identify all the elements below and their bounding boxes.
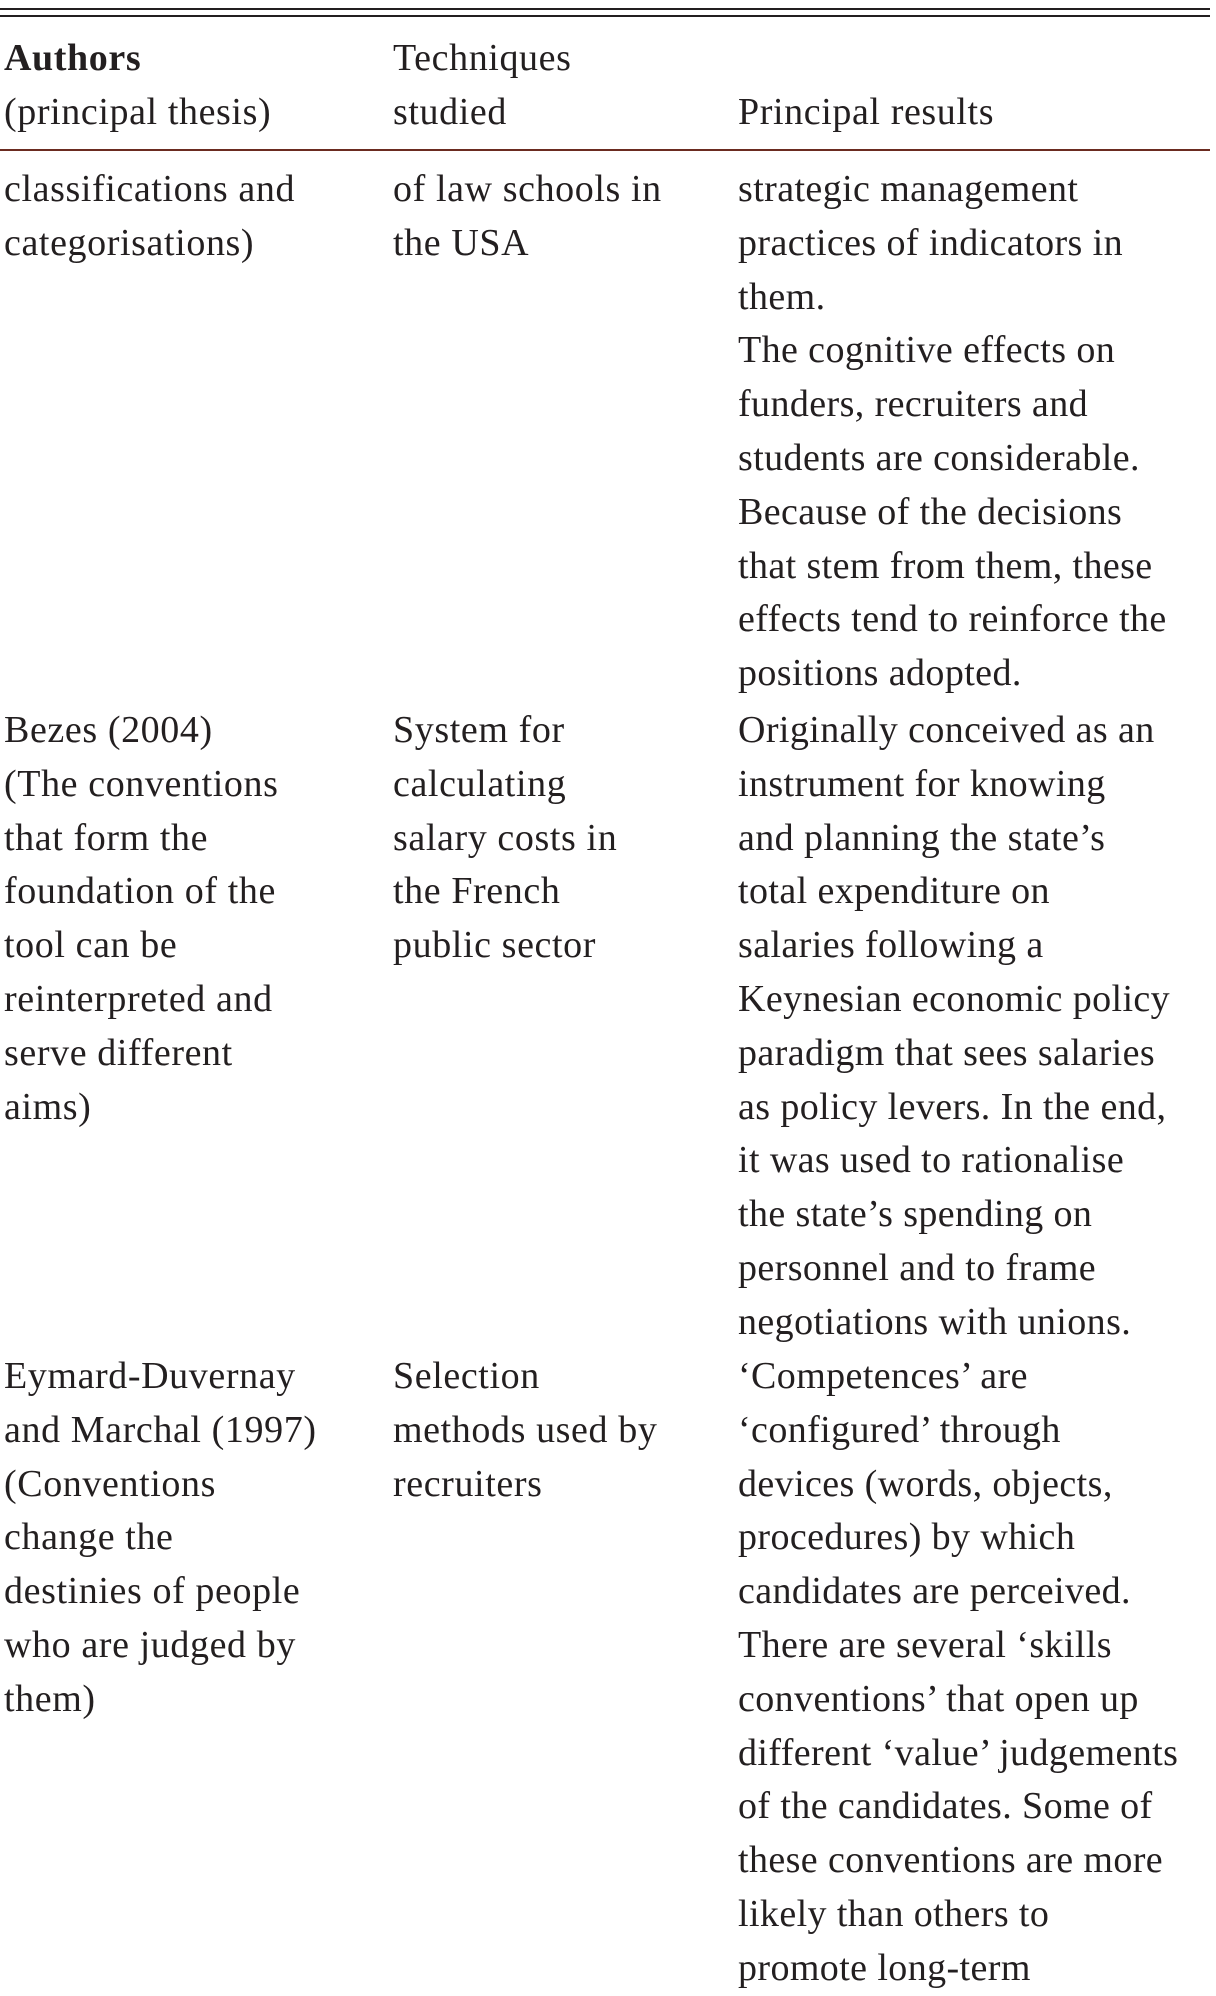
row-0-authors: classifications and categorisations) xyxy=(4,168,296,264)
header-authors-label: Authors xyxy=(4,37,142,79)
row-1-authors: Bezes (2004) (The conventions that form the foundation of the tool can be reinterpreted and serve different aims) xyxy=(4,709,279,1128)
row-2-results: ‘Competences’ are ‘configured’ through devices (words, objects, procedures) by which candidates are perceived. There are several ‘skills conventions’ that open up different ‘value’ judgements of the candidates. Some of these conventions are more likely than others to promote long-term xyxy=(738,1355,1179,1989)
row-1-results: Originally conceived as an instrument for knowing and planning the state’s total expenditure on salaries following a Keynesian economic policy paradigm that sees salaries as policy levers. In the end, it was used to rationalise the state’s spending on personnel and to frame negotiations with unions. xyxy=(738,709,1171,1343)
row-2-techniques: Selection methods used by recruiters xyxy=(393,1355,658,1505)
header-authors xyxy=(4,32,374,140)
header-results: Principal results xyxy=(738,90,995,133)
table-top-rule-second xyxy=(0,15,1210,17)
table-top-rule xyxy=(0,8,1210,10)
row-2-authors: Eymard-Duvernay and Marchal (1997) (Conventions change the destinies of people who are judged by them) xyxy=(4,1355,317,1720)
header-techniques: Techniques studied xyxy=(393,37,572,133)
row-0-results: strategic management practices of indicators in them. The cognitive effects on funders, recruiters and students are considerable. Because of the decisions that stem from them, these effects tend to reinforce the positions adopted. xyxy=(738,168,1167,695)
row-1-techniques: System for calculating salary costs in the French public sector xyxy=(393,709,618,967)
row-0-techniques: of law schools in the USA xyxy=(393,168,662,264)
header-authors-sub: (principal thesis) xyxy=(4,90,272,133)
header-rule xyxy=(0,149,1210,151)
